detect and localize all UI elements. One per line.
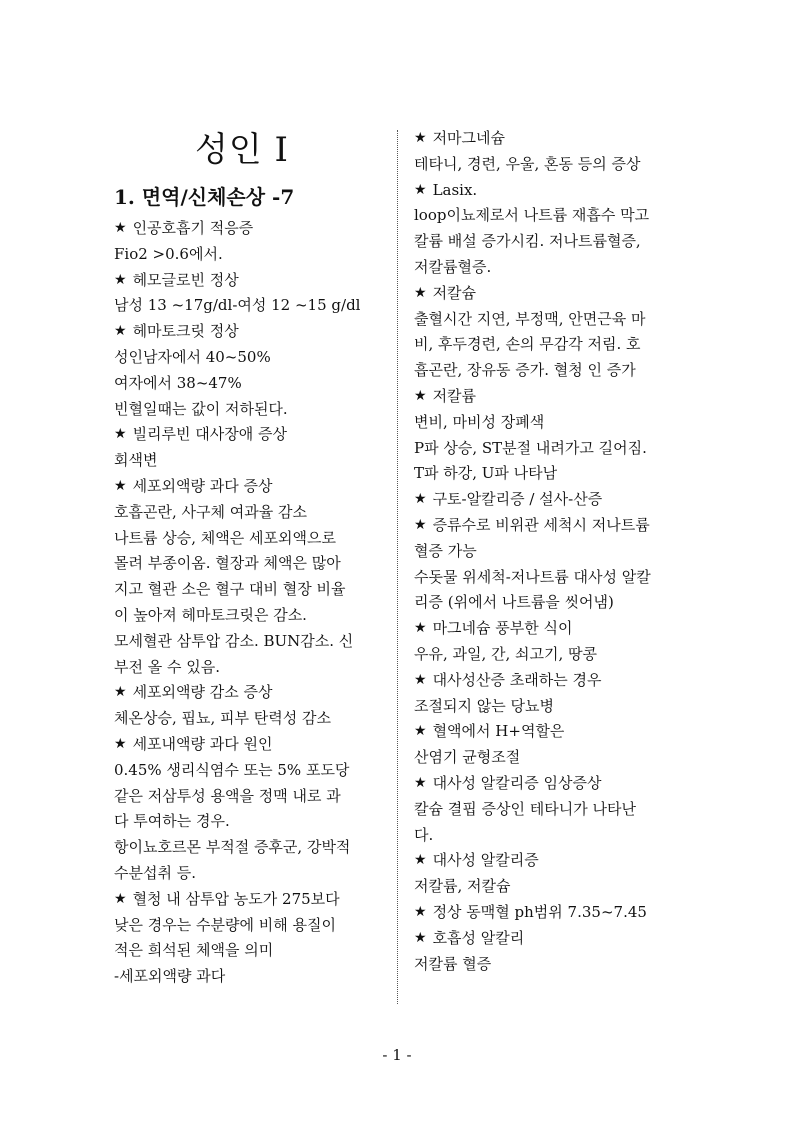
body-text-line: 수돗물 위세척-저나트륨 대사성 알칼 xyxy=(414,567,651,586)
star-icon: ★ xyxy=(414,491,427,508)
star-icon: ★ xyxy=(414,929,427,946)
section-heading: 1. 면역/신체손상 -7 xyxy=(114,185,295,209)
topic-heading-text: 인공호흡기 적응증 xyxy=(132,219,254,237)
body-text-line: 리증 (위에서 나트륨을 씻어냄) xyxy=(414,593,614,612)
body-text-line: 이 높아져 헤마토크릿은 감소. xyxy=(114,605,307,624)
body-text-line: 변비, 마비성 장폐색 xyxy=(414,412,545,431)
topic-heading xyxy=(114,887,384,913)
star-icon: ★ xyxy=(414,852,427,869)
topic-heading-text: 세포외액량 과다 증상 xyxy=(132,476,273,495)
topic-heading xyxy=(414,926,680,952)
star-icon: ★ xyxy=(414,723,427,740)
body-text-line: 부전 올 수 있음. xyxy=(114,657,221,676)
body-text-line: Fio2 >0.6에서. xyxy=(114,244,223,263)
topic-heading xyxy=(114,216,384,242)
star-icon: ★ xyxy=(114,735,127,752)
body-text-line: -세포외액량 과다 xyxy=(114,967,226,986)
body-text-line: 수분섭취 등. xyxy=(114,863,196,882)
body-text-line: 나트륨 상승, 체액은 세포외액으로 xyxy=(114,528,336,547)
topic-heading-text: 빌리루빈 대사장애 증상 xyxy=(132,425,287,444)
topic-heading-text: 저마그네슘 xyxy=(432,129,506,147)
topic-heading-text: 저칼륨 xyxy=(432,386,477,405)
star-icon: ★ xyxy=(414,284,427,301)
right-lines xyxy=(414,126,680,977)
body-text-line: 몰려 부종이옴. 혈장과 체액은 많아 xyxy=(114,554,341,573)
star-icon: ★ xyxy=(114,323,127,340)
topic-heading-text: 헤마토크릿 정상 xyxy=(132,322,239,341)
body-text-line: 출혈시간 지연, 부정맥, 안면근육 마 xyxy=(414,309,646,328)
topic-heading-text: 정상 동맥혈 ph범위 7.35~7.45 xyxy=(432,902,647,921)
body-text-line: 낮은 경우는 수분량에 비해 용질이 xyxy=(114,915,336,934)
topic-heading-text: 혈액에서 H+역할은 xyxy=(432,722,565,741)
body-text-line: 다. xyxy=(414,825,434,844)
star-icon: ★ xyxy=(114,426,127,443)
body-text-line: 모세혈관 삼투압 감소. BUN감소. 신 xyxy=(114,631,354,650)
topic-heading xyxy=(414,487,680,513)
body-text-line: 조절되지 않는 당뇨병 xyxy=(414,696,554,715)
topic-heading xyxy=(414,281,680,307)
topic-heading-text: 대사성산증 초래하는 경우 xyxy=(432,670,602,689)
topic-heading xyxy=(114,422,384,448)
topic-heading xyxy=(414,848,680,874)
body-text-line: 항이뇨호르몬 부적절 증후군, 강박적 xyxy=(114,838,351,857)
body-text-line: 체온상승, 핍뇨, 피부 탄력성 감소 xyxy=(114,709,331,728)
topic-heading-text: 호흡성 알칼리 xyxy=(432,928,525,947)
star-icon: ★ xyxy=(114,271,127,288)
topic-heading-text: 대사성 알칼리증 xyxy=(432,851,539,870)
body-text-line: 산염기 균형조절 xyxy=(414,748,521,767)
star-icon: ★ xyxy=(414,774,427,791)
body-text-line: 혈증 가능 xyxy=(414,541,477,560)
topic-heading xyxy=(114,319,384,345)
page-title: 성인 I xyxy=(195,130,289,170)
topic-heading xyxy=(414,178,680,204)
star-icon: ★ xyxy=(114,220,127,236)
star-icon: ★ xyxy=(414,620,427,637)
star-icon: ★ xyxy=(414,516,427,533)
body-text-line: 0.45% 생리식염수 또는 5% 포도당 xyxy=(114,760,350,779)
right-column xyxy=(414,126,680,977)
body-text-line: loop이뇨제로서 나트륨 재흡수 막고 xyxy=(414,206,650,225)
topic-heading xyxy=(414,513,680,539)
star-icon: ★ xyxy=(414,130,427,146)
topic-heading xyxy=(114,474,384,500)
star-icon: ★ xyxy=(114,890,127,907)
topic-heading-text: Lasix. xyxy=(432,180,478,199)
body-text-line: 저칼륨혈증. xyxy=(414,257,492,276)
column-divider xyxy=(397,130,398,1004)
topic-heading xyxy=(414,900,680,926)
topic-heading-text: 마그네슘 풍부한 식이 xyxy=(432,619,573,638)
body-text-line: 같은 저삼투성 용액을 정맥 내로 과 xyxy=(114,786,341,805)
body-text-line: 회색변 xyxy=(114,451,158,470)
body-text-line: 저칼륨, 저칼슘 xyxy=(414,877,511,896)
body-text-line: 지고 혈관 소은 혈구 대비 혈장 비율 xyxy=(114,580,346,599)
body-text-line: 칼슘 결핍 증상인 테타니가 나타난 xyxy=(414,799,636,818)
body-text-line: 우유, 과일, 간, 쇠고기, 땅콩 xyxy=(414,644,598,663)
topic-heading xyxy=(414,126,680,152)
body-text-line: 여자에서 38~47% xyxy=(114,373,242,392)
topic-heading xyxy=(414,719,680,745)
body-text-line: 흡곤란, 장유동 증가. 혈청 인 증가 xyxy=(414,361,636,380)
topic-heading xyxy=(114,268,384,294)
topic-heading-text: 저칼슘 xyxy=(432,283,477,302)
body-text-line: 비, 후두경련, 손의 무감각 저림. 호 xyxy=(414,335,641,354)
body-text-line: 호흡곤란, 사구체 여과율 감소 xyxy=(114,502,307,521)
topic-heading xyxy=(414,384,680,410)
topic-heading xyxy=(114,732,384,758)
body-text-line: 빈혈일때는 값이 저하된다. xyxy=(114,399,288,418)
star-icon: ★ xyxy=(114,477,127,494)
star-icon: ★ xyxy=(114,684,127,701)
body-text-line: 칼륨 배설 증가시킴. 저나트륨혈증, xyxy=(414,232,641,251)
body-text-line: P파 상승, ST분절 내려가고 길어짐. xyxy=(414,438,647,457)
topic-heading-text: 세포외액량 감소 증상 xyxy=(132,683,273,702)
body-text-line: T파 하강, U파 나타남 xyxy=(414,464,558,483)
topic-heading xyxy=(414,616,680,642)
body-text-line: 테타니, 경련, 우울, 혼동 등의 증상 xyxy=(414,154,641,173)
body-text-line: 저칼륨 혈증 xyxy=(414,954,492,973)
left-column xyxy=(114,126,384,990)
body-text-line: 남성 13 ~17g/dl-여성 12 ~15 g/dl xyxy=(114,296,361,315)
topic-heading-text: 구토-알칼리증 / 설사-산증 xyxy=(432,490,603,509)
topic-heading xyxy=(114,680,384,706)
topic-heading-text: 혈청 내 삼투압 농도가 275보다 xyxy=(132,889,340,908)
topic-heading xyxy=(414,668,680,694)
body-text-line: 적은 희석된 체액을 의미 xyxy=(114,941,274,960)
star-icon: ★ xyxy=(414,387,427,404)
topic-heading-text: 헤모글로빈 정상 xyxy=(132,270,239,289)
topic-heading xyxy=(414,771,680,797)
body-text-line: 다 투여하는 경우. xyxy=(114,812,230,831)
page-number: - 1 - xyxy=(382,1046,412,1064)
star-icon: ★ xyxy=(414,903,427,920)
topic-heading-text: 세포내액량 과다 원인 xyxy=(132,734,273,753)
body-text-line: 성인남자에서 40~50% xyxy=(114,347,271,366)
left-lines xyxy=(114,216,384,990)
topic-heading-text: 증류수로 비위관 세척시 저나트륨 xyxy=(432,515,650,534)
topic-heading-text: 대사성 알칼리증 임상증상 xyxy=(432,773,602,792)
star-icon: ★ xyxy=(414,671,427,688)
star-icon: ★ xyxy=(414,181,427,198)
